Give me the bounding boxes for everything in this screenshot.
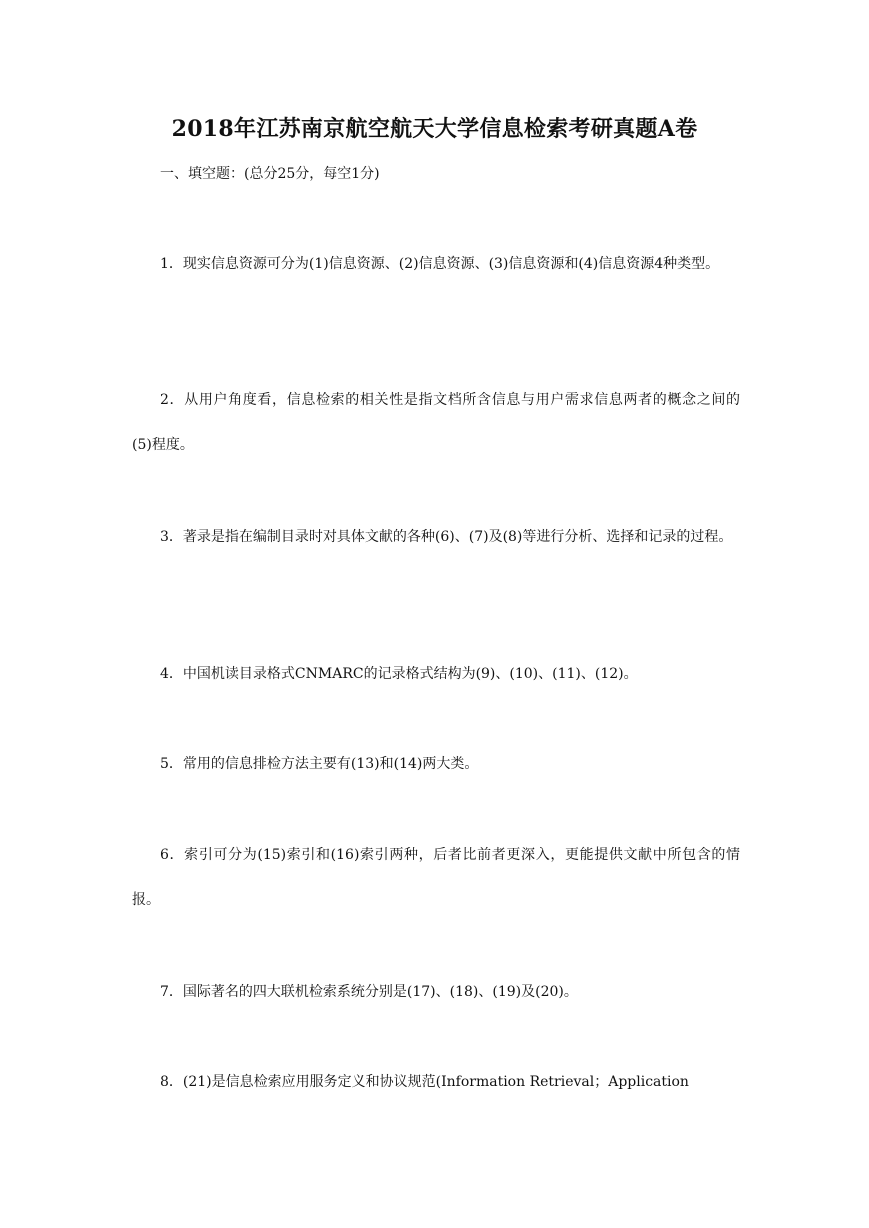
section-heading-fill-in-blank: 一、填空题：(总分25分，每空1分) <box>160 166 380 182</box>
question-7: 7．国际著名的四大联机检索系统分别是(17)、(18)、(19)及(20)。 <box>160 984 578 1000</box>
question-1: 1．现实信息资源可分为(1)信息资源、(2)信息资源、(3)信息资源和(4)信息资源4种类型。 <box>160 256 720 272</box>
question-4: 4．中国机读目录格式CNMARC的记录格式结构为(9)、(10)、(11)、(12)。 <box>160 666 638 682</box>
question-6: 6．索引可分为(15)索引和(16)索引两种，后者比前者更深入，更能提供文献中所包含的情报。 <box>132 847 740 908</box>
question-2: 2．从用户角度看，信息检索的相关性是指文档所含信息与用户需求信息两者的概念之间的 (5)程度。 <box>132 392 768 453</box>
document-title: 2018年江苏南京航空航天大学信息检索考研真题A卷 <box>171 116 698 142</box>
question-3: 3．著录是指在编制目录时对具体文献的各种(6)、(7)及(8)等进行分析、选择和记录的过程。 <box>160 529 733 545</box>
question-8: 8．(21)是信息检索应用服务定义和协议规范(Information Retrieval；Application <box>160 1074 689 1090</box>
question-5: 5．常用的信息排检方法主要有(13)和(14)两大类。 <box>160 756 479 772</box>
